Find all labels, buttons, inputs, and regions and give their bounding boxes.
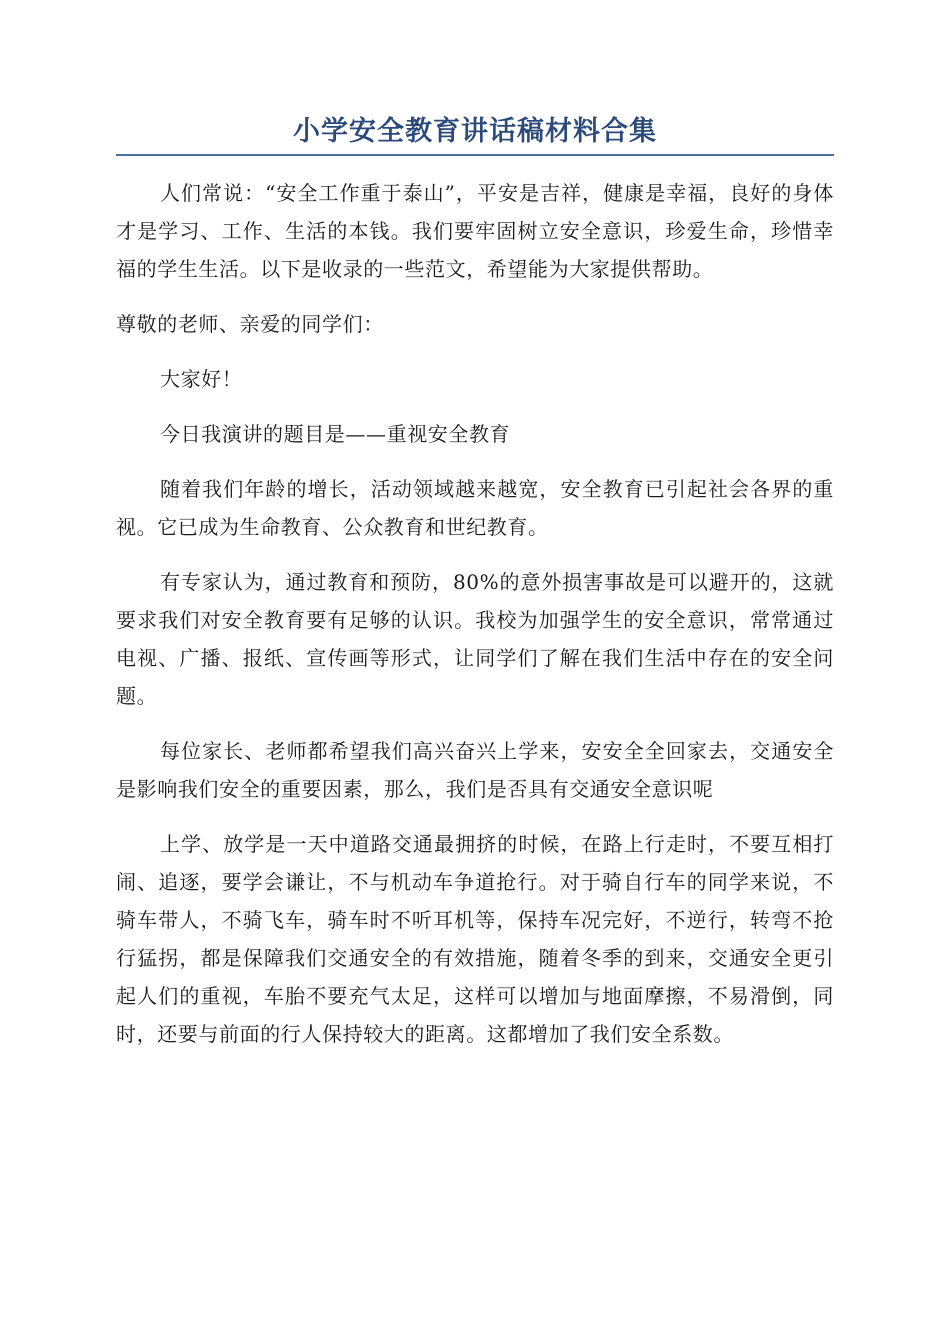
- title-underline: [116, 154, 834, 156]
- paragraph-body: 有专家认为，通过教育和预防，80%的意外损害事故是可以避开的，这就要求我们对安全教育要有足够的认识。我校为加强学生的安全意识，常常通过电视、广播、报纸、宣传画等形式，让同学们了解在我们生活中存在的安全问题。: [116, 570, 834, 708]
- document-title: 小学安全教育讲话稿材料合集: [293, 116, 657, 147]
- paragraph-body: 随着我们年龄的增长，活动领域越来越宽，安全教育已引起社会各界的重视。它已成为生命教育、公众教育和世纪教育。: [116, 477, 834, 539]
- paragraph-salutation: 尊敬的老师、亲爱的同学们：: [116, 312, 384, 336]
- document-page: [116, 112, 834, 1070]
- paragraph-topic: 今日我演讲的题目是——重视安全教育: [160, 422, 511, 446]
- paragraph-greeting: 大家好！: [160, 367, 243, 391]
- paragraph-body: 每位家长、老师都希望我们高兴奋兴上学来，安安全全回家去，交通安全是影响我们安全的重要因素，那么，我们是否具有交通安全意识呢: [116, 739, 834, 801]
- paragraph-body: 上学、放学是一天中道路交通最拥挤的时候，在路上行走时，不要互相打闹、追逐，要学会谦让，不与机动车争道抢行。对于骑自行车的同学来说，不骑车带人，不骑飞车，骑车时不听耳机等，保持车况完好，不逆行，转弯不抢行猛拐，都是保障我们交通安全的有效措施，随着冬季的到来，交通安全更引起人们的重视，车胎不要充气太足，这样可以增加与地面摩擦，不易滑倒，同时，还要与前面的行人保持较大的距离。这都增加了我们安全系数。: [116, 832, 834, 1046]
- paragraph-intro: 人们常说：“安全工作重于泰山”，平安是吉祥，健康是幸福，良好的身体才是学习、工作、生活的本钱。我们要牢固树立安全意识，珍爱生命，珍惜幸福的学生生活。以下是收录的一些范文，希望能为大家提供帮助。: [116, 181, 834, 281]
